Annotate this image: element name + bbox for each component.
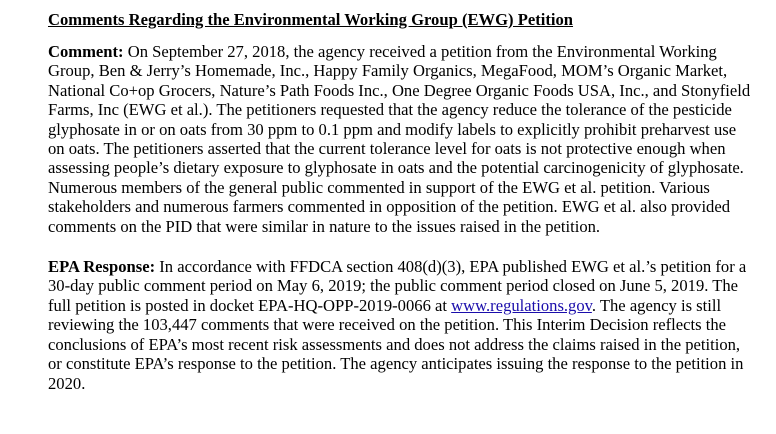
comment-text: On September 27, 2018, the agency received a petition from the Environmental Working Group, Ben & Jerry’s Homemade, Inc., Happy Family Organics, MegaFood, MOM’s Organic Market, National Co+op Grocers, Nature’s Path Foods Inc., One Degree Organic Foods USA, Inc., and Stonyfield Farms, Inc (EWG et al.). The petitioners requested that the agency reduce the tolerance of the pesticide glyphosate in or on oats from 30 ppm to 0.1 ppm and modify labels to explicitly prohibit preharvest use on oats. The petitioners asserted that the current tolerance level for oats is not protective enough when assessing people’s dietary exposure to glyphosate in oats and the potential carcinogenicity of glyphosate. Numerous members of the general public commented in support of the EWG et al. petition. Various stakeholders and numerous farmers commented in opposition of the petition. EWG et al. also provided comments on the PID that were similar in nature to the issues raised in the petition. (48, 42, 751, 236)
comment-paragraph (48, 42, 752, 236)
regulations-gov-link[interactable]: www.regulations.gov (451, 295, 592, 315)
comment-label: Comment: (48, 42, 124, 61)
epa-response-text-before-link: In accordance with FFDCA section 408(d)(3), EPA published EWG et al.’s petition for a 30-day public comment period on May 6, 2019; the public comment period closed on June 5, 2019. The full petition is posted in docket EPA-HQ-OPP-2019-0066 at (48, 257, 747, 315)
epa-response-paragraph (48, 257, 752, 393)
epa-response-label: EPA Response: (48, 257, 156, 277)
epa-response-text-after-link: . The agency is still reviewing the 103,447 comments that were received on the petition. This Interim Decision reflects the conclusions of EPA’s most recent risk assessments and does not address the claims raised in the petition, or constitute EPA’s response to the petition. The agency anticipates issuing the response to the petition in 2020. (48, 295, 744, 393)
document-page (48, 10, 752, 393)
document-title: Comments Regarding the Environmental Working Group (EWG) Petition (48, 10, 574, 29)
